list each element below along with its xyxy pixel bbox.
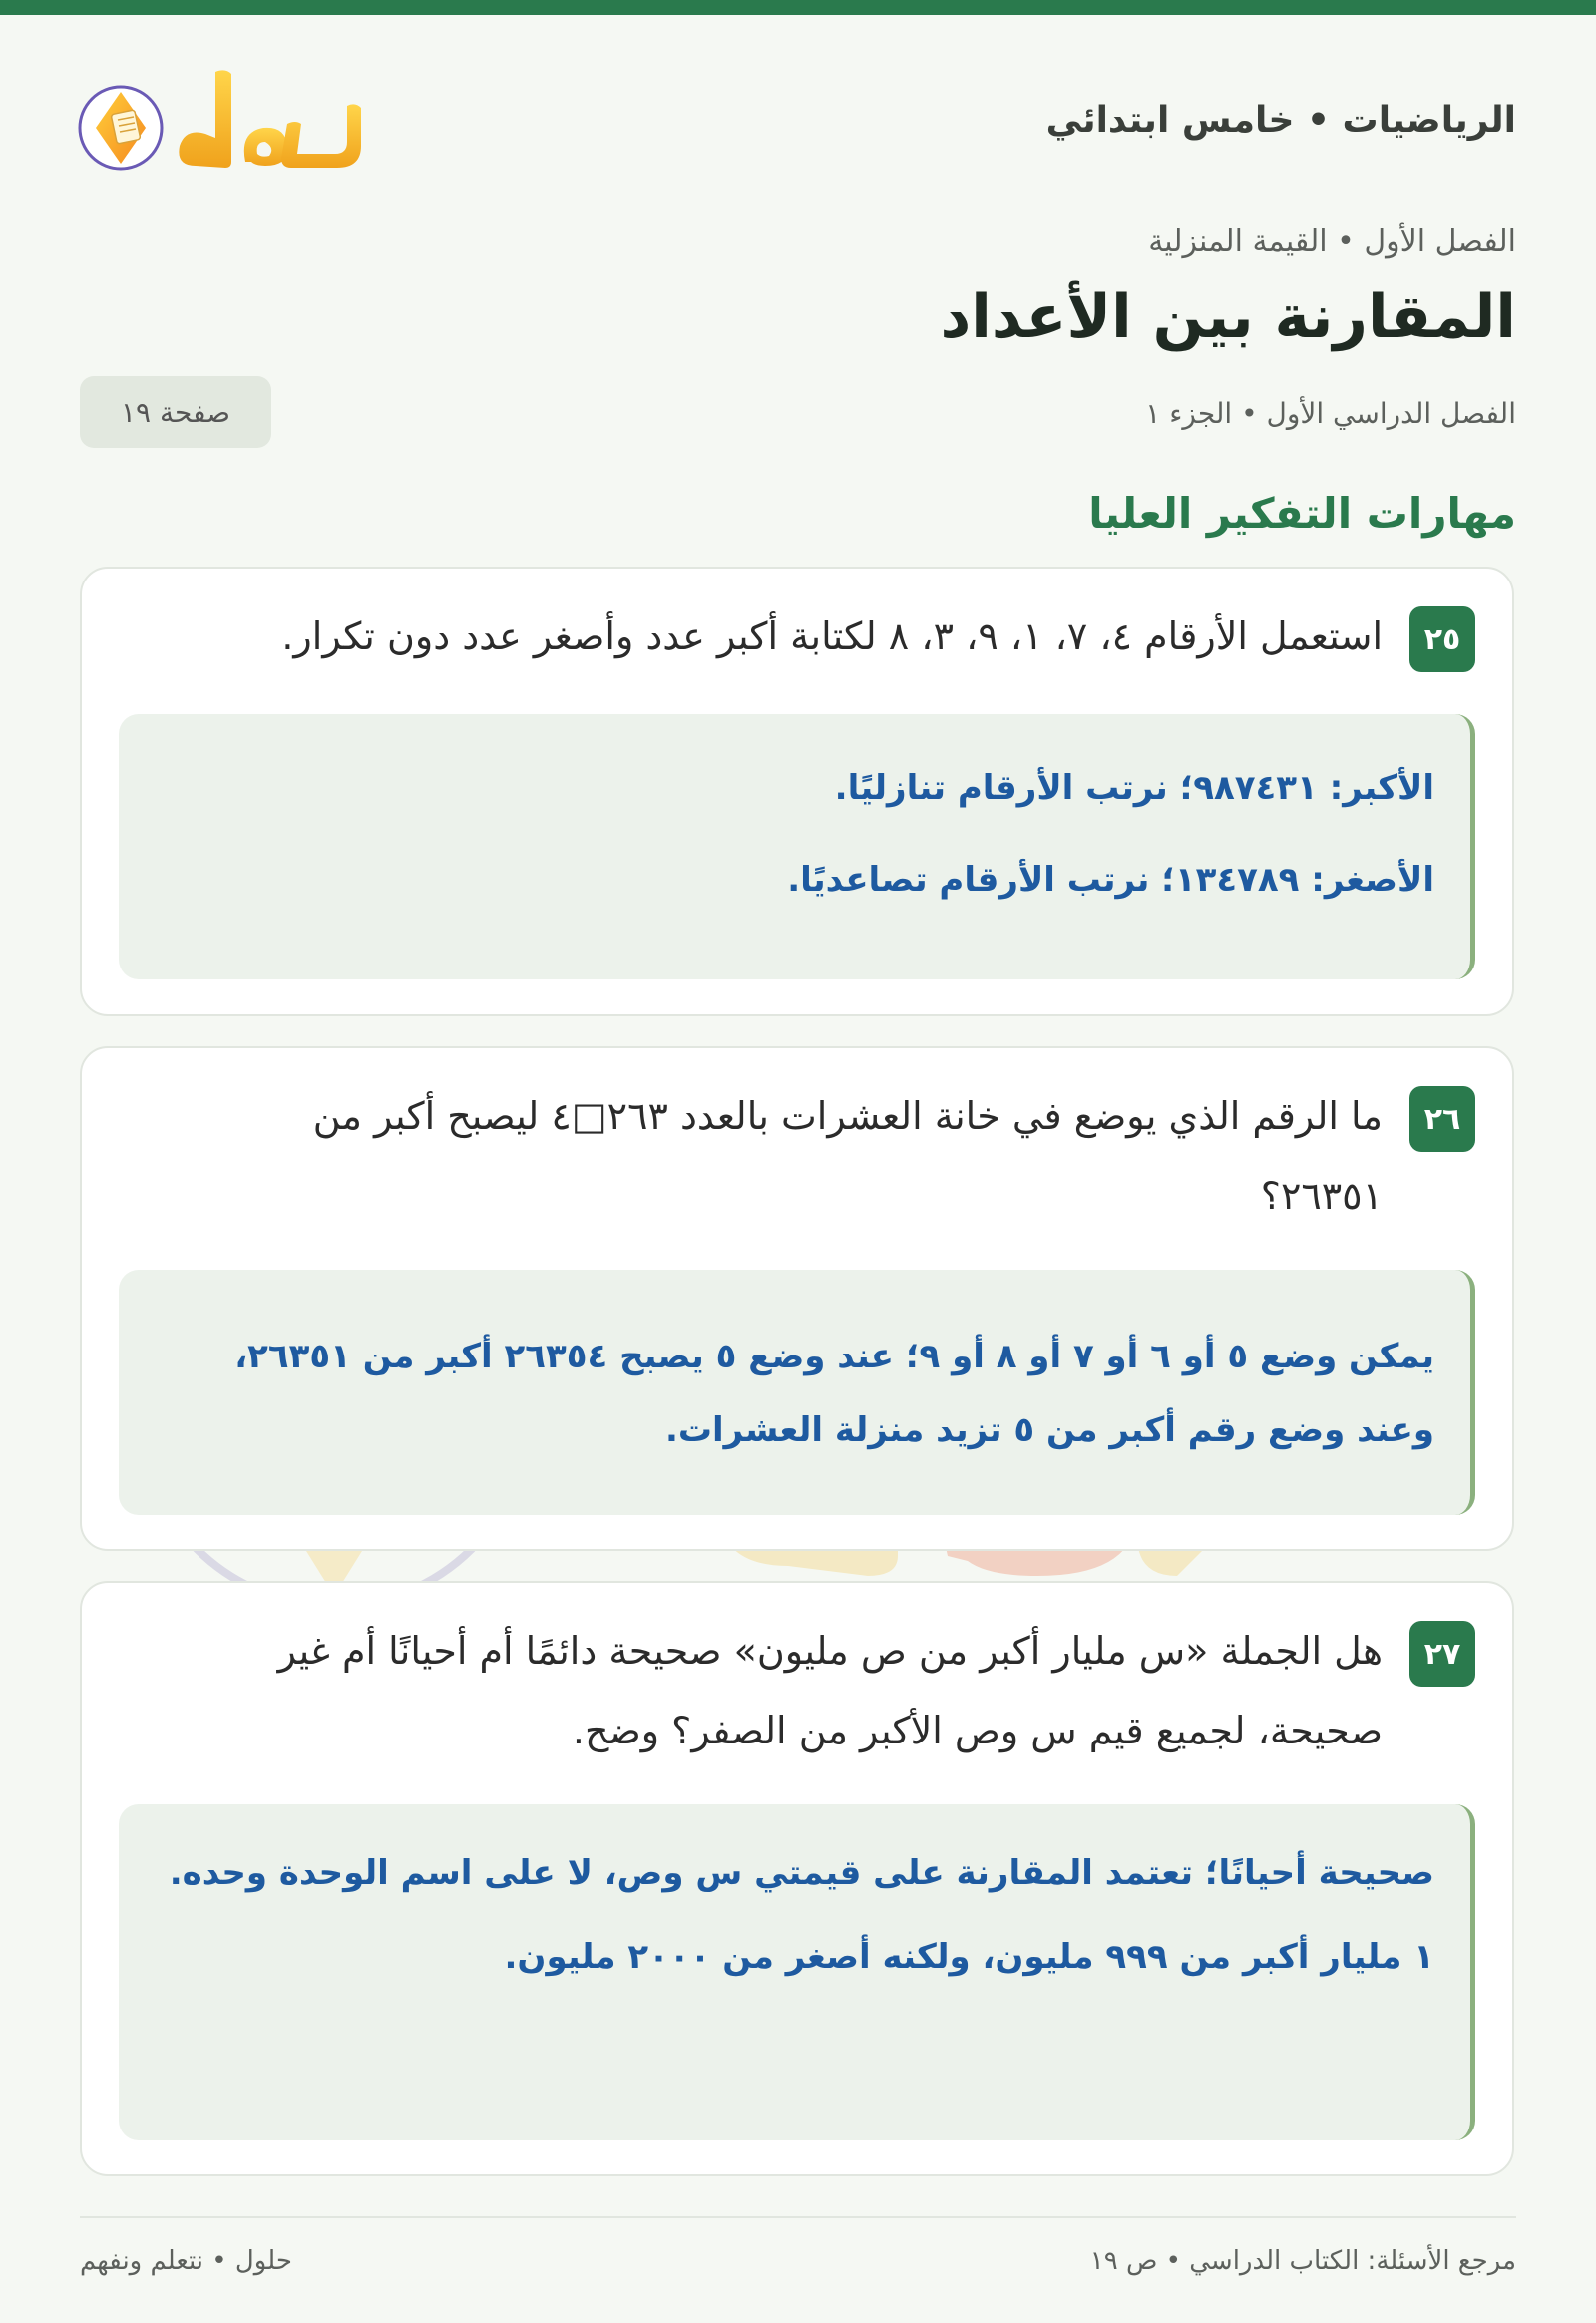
answer-box [119,714,1475,979]
question-number-badge: ٢٦ [1409,1086,1475,1152]
answer-box [119,1270,1475,1515]
answer-box [119,1804,1475,2140]
question-text: هل الجملة «س مليار أكبر من ص مليون» صحيحة دائمًا أم أحيانًا أم غير صحيحة، لجميع قيم س وص الأكبر من الصفر؟ وضح. [277,1629,1383,1752]
answer-line: الأصغر: ١٣٤٧٨٩؛ نرتب الأرقام تصاعديًا. [787,860,1434,900]
answer-line: صحيحة أحيانًا؛ تعتمد المقارنة على قيمتي س وص، لا على اسم الوحدة وحده. [169,1853,1434,1893]
question-text: استعمل الأرقام ٤، ٧، ١، ٩، ٣، ٨ لكتابة أكبر عدد وأصغر عدد دون تكرار. [281,614,1383,658]
question-card-27 [80,1581,1514,2176]
hulul-logo[interactable] [76,62,365,182]
page-number-badge: صفحة ١٩ [80,376,271,448]
logo-icon [76,62,365,182]
question-card-26 [80,1046,1514,1551]
footer-reference: مرجع الأسئلة: الكتاب الدراسي • ص ١٩ [1089,2246,1516,2276]
breadcrumb: الفصل الأول • القيمة المنزلية [1148,224,1516,259]
page-title: المقارنة بين الأعداد [940,282,1516,352]
question-card-25 [80,567,1514,1016]
answer-line: يمكن وضع ٥ أو ٦ أو ٧ أو ٨ أو ٩؛ عند وضع ٥ يصبح ٢٦٣٥٤ أكبر من ٢٦٣٥١، وعند وضع رقم أكبر من ٥ تزيد منزلة العشرات. [234,1337,1434,1450]
question-text: ما الرقم الذي يوضع في خانة العشرات بالعدد ٢٦٣□٤ ليصبح أكبر من ٢٦٣٥١؟ [312,1094,1383,1218]
question-number-badge: ٢٥ [1409,606,1475,672]
subject-grade-label: الرياضيات • خامس ابتدائي [1045,100,1516,141]
top-accent-bar [0,0,1596,15]
question-number-badge: ٢٧ [1409,1621,1475,1687]
term-label: الفصل الدراسي الأول • الجزء ١ [1145,397,1516,430]
footer-divider [80,2216,1516,2218]
footer-brand: حلول • نتعلم ونفهم [80,2246,292,2276]
answer-line: ١ مليار أكبر من ٩٩٩ مليون، ولكنه أصغر من ٢٠٠٠ مليون. [504,1937,1434,1977]
answer-line: الأكبر: ٩٨٧٤٣١؛ نرتب الأرقام تنازليًا. [834,768,1434,808]
section-heading: مهارات التفكير العليا [1088,489,1516,538]
